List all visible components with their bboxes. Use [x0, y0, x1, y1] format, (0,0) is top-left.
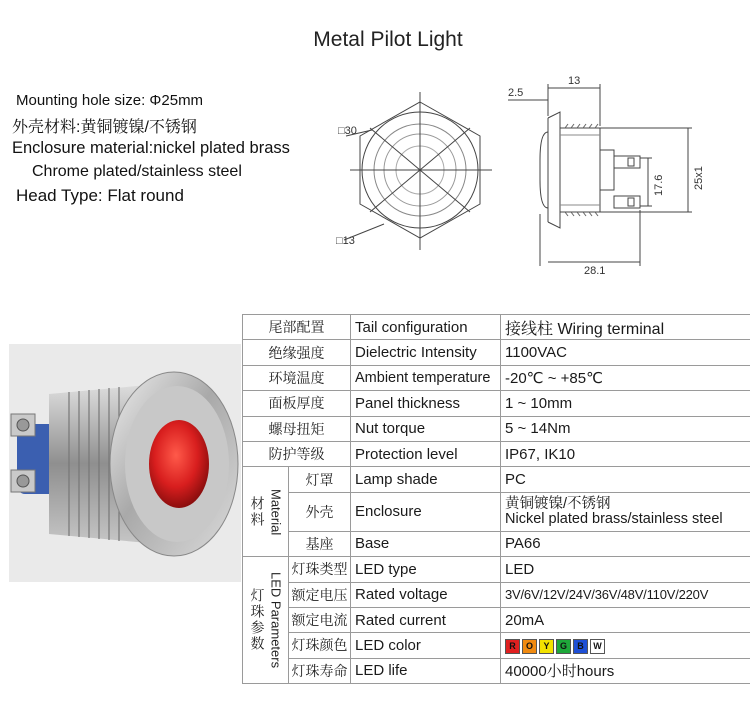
table-row — [243, 658, 750, 683]
row-label-cn: 螺母扭矩 — [243, 416, 351, 441]
table-row — [243, 633, 750, 658]
row-label-en: Dielectric Intensity — [351, 340, 501, 365]
row-label-cn: 灯珠颜色 — [289, 633, 351, 658]
row-label-cn: 环境温度 — [243, 365, 351, 390]
product-photo — [9, 344, 241, 582]
row-value: 1 ~ 10mm — [501, 391, 750, 416]
row-label-cn: 面板厚度 — [243, 391, 351, 416]
row-label-en: LED life — [351, 658, 501, 683]
hex-size-label: □30 — [338, 125, 357, 137]
row-value: 3V/6V/12V/24V/36V/48V/110V/220V — [501, 582, 750, 607]
row-label-en: Tail configuration — [351, 315, 501, 340]
row-label-en: Lamp shade — [351, 467, 501, 492]
led-color-chip: O — [522, 639, 537, 654]
material-group-cn: 材料 — [249, 495, 266, 528]
row-label-en: Base — [351, 531, 501, 556]
row-label-en: Protection level — [351, 441, 501, 466]
led-color-chip: R — [505, 639, 520, 654]
row-value: 1100VAC — [501, 340, 750, 365]
row-value: 5 ~ 14Nm — [501, 416, 750, 441]
table-row — [243, 391, 750, 416]
row-value: LED — [501, 557, 750, 582]
led-color-chip: B — [573, 639, 588, 654]
table-row — [243, 416, 750, 441]
row-label-en: Enclosure — [351, 492, 501, 531]
row-label-en: LED color — [351, 633, 501, 658]
material-group-label — [243, 467, 289, 557]
spec-table — [242, 314, 750, 684]
table-row — [243, 467, 750, 492]
nut-size-label: □13 — [336, 235, 355, 247]
front-view-hexagon — [344, 92, 492, 250]
row-value: -20℃ ~ +85℃ — [501, 365, 750, 390]
row-label-cn: 尾部配置 — [243, 315, 351, 340]
row-label-en: Nut torque — [351, 416, 501, 441]
table-row — [243, 340, 750, 365]
row-label-en: Rated current — [351, 607, 501, 632]
row-label-cn: 额定电流 — [289, 607, 351, 632]
row-value — [501, 492, 750, 531]
table-row — [243, 492, 750, 531]
spec-enclosure-cn: 外壳材料:黄铜镀镍/不锈钢 — [12, 119, 197, 136]
table-row — [243, 531, 750, 556]
row-label-cn: 灯珠寿命 — [289, 658, 351, 683]
row-value — [501, 633, 750, 658]
spec-head-type: Head Type: Flat round — [16, 186, 184, 205]
dim-13-label: 13 — [568, 75, 581, 87]
spec-enclosure-en: Enclosure material:nickel plated brass — [12, 139, 290, 157]
enclosure-value-en: Nickel plated brass/stainless steel — [505, 510, 723, 527]
table-row — [243, 582, 750, 607]
led-group-label — [243, 557, 289, 684]
led-color-chip: W — [590, 639, 605, 654]
technical-drawing — [0, 0, 750, 312]
row-value: PA66 — [501, 531, 750, 556]
row-label-cn: 绝缘强度 — [243, 340, 351, 365]
led-color-swatches — [505, 637, 607, 654]
row-label-en: Panel thickness — [351, 391, 501, 416]
row-value: IP67, IK10 — [501, 441, 750, 466]
table-row — [243, 607, 750, 632]
page-title: Metal Pilot Light — [313, 28, 463, 51]
row-label-cn: 额定电压 — [289, 582, 351, 607]
row-label-cn: 灯罩 — [289, 467, 351, 492]
dim-17-6-label: 17.6 — [653, 174, 665, 196]
spec-mounting-hole: Mounting hole size: Φ25mm — [16, 92, 204, 109]
row-label-en: Ambient temperature — [351, 365, 501, 390]
row-label-en: Rated voltage — [351, 582, 501, 607]
table-row — [243, 557, 750, 582]
table-row — [243, 315, 750, 340]
led-group-cn: 灯珠参数 — [249, 588, 266, 653]
table-row — [243, 441, 750, 466]
led-color-chip: Y — [539, 639, 554, 654]
spec-chrome-plated: Chrome plated/stainless steel — [32, 163, 242, 180]
row-label-cn: 外壳 — [289, 492, 351, 531]
table-row — [243, 365, 750, 390]
row-label-en: LED type — [351, 557, 501, 582]
row-label-cn: 基座 — [289, 531, 351, 556]
row-value: 接线柱 Wiring terminal — [501, 315, 750, 340]
row-value: 20mA — [501, 607, 750, 632]
led-color-chip: G — [556, 639, 571, 654]
row-label-cn: 灯珠类型 — [289, 557, 351, 582]
led-group-en: LED Parameters — [268, 572, 284, 669]
dim-28-1-label: 28.1 — [584, 265, 606, 277]
row-value: PC — [501, 467, 750, 492]
dim-25x1-label: 25x1 — [693, 166, 705, 190]
dim-2-5-label: 2.5 — [508, 87, 524, 99]
row-label-cn: 防护等级 — [243, 441, 351, 466]
material-group-en: Material — [268, 488, 284, 535]
red-lens — [149, 420, 209, 508]
enclosure-value-cn: 黄铜镀镍/不锈钢 — [505, 495, 611, 512]
row-value: 40000小时hours — [501, 658, 750, 683]
